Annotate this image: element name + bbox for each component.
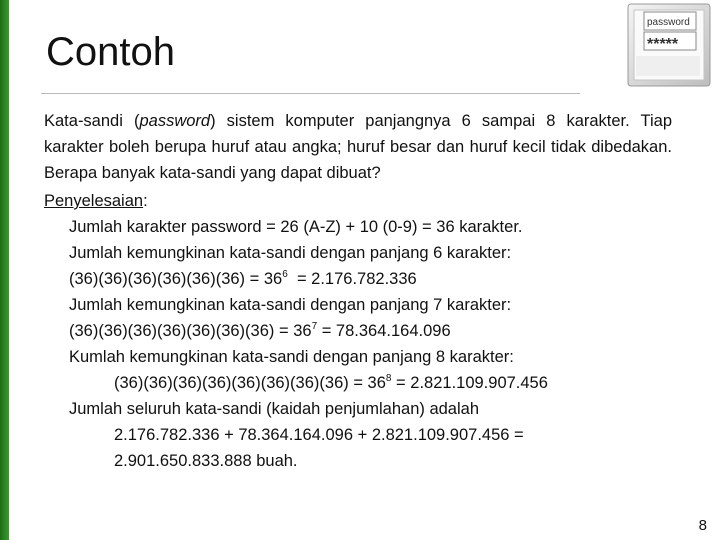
length8-exponent: 8 — [385, 372, 392, 384]
length8-product: (36)(36)(36)(36)(36)(36)(36)(36) = 36 — [114, 374, 386, 392]
solution-heading — [44, 188, 672, 214]
problem-text-rest: ) sistem komputer panjangnya 6 sampai 8 karakter. Tiap karakter boleh berupa huruf atau angka; huruf besar dan huruf kecil tidak dibedakan. Berapa banyak kata-sandi yang dapat dibuat? — [44, 112, 672, 182]
length7-label: Jumlah kemungkinan kata-sandi dengan panjang 7 karakter: — [69, 296, 512, 314]
total-passwords-label: Jumlah seluruh kata-sandi (kaidah penjumlahan) adalah — [69, 400, 480, 418]
length8-calculation — [44, 370, 672, 396]
length7-result: = 78.364.164.096 — [317, 322, 451, 340]
password-icon — [626, 2, 712, 88]
length8-label: Kumlah kemungkinan kata-sandi dengan panjang 8 karakter: — [69, 348, 514, 366]
length6-label: Jumlah kemungkinan kata-sandi dengan panjang 6 karakter: — [69, 244, 512, 262]
total-passwords-result: 2.901.650.833.888 buah. — [114, 452, 298, 470]
title-divider — [41, 93, 580, 94]
problem-statement — [44, 108, 672, 186]
solution-heading-label: Penyelesaian — [44, 192, 144, 210]
length6-exponent: 6 — [282, 268, 288, 280]
length7-product: (36)(36)(36)(36)(36)(36)(36) = 36 — [69, 322, 312, 340]
password-icon-label: password — [647, 17, 690, 28]
slide-body — [44, 108, 672, 474]
length8-result: = 2.821.109.907.456 — [391, 374, 548, 392]
page-number: 8 — [698, 517, 707, 534]
problem-text-start: Kata-sandi ( — [44, 112, 140, 130]
length6-result: = 2.176.782.336 — [287, 270, 417, 288]
total-passwords-sum: 2.176.782.336 + 78.364.164.096 + 2.821.109.907.456 = — [114, 426, 524, 444]
problem-italic-term: password — [139, 112, 211, 130]
length7-calculation — [44, 318, 672, 344]
password-icon-mask: ***** — [647, 36, 679, 53]
length6-product: (36)(36)(36)(36)(36)(36) = 36 — [69, 270, 283, 288]
total-characters-line: Jumlah karakter password = 26 (A-Z) + 10 (0-9) = 36 karakter. — [69, 218, 523, 236]
length6-calculation — [44, 266, 672, 292]
slide-title: Contoh — [46, 30, 175, 74]
accent-side-bar — [0, 0, 9, 540]
solution-heading-colon: : — [143, 192, 148, 210]
length7-exponent: 7 — [311, 320, 318, 332]
